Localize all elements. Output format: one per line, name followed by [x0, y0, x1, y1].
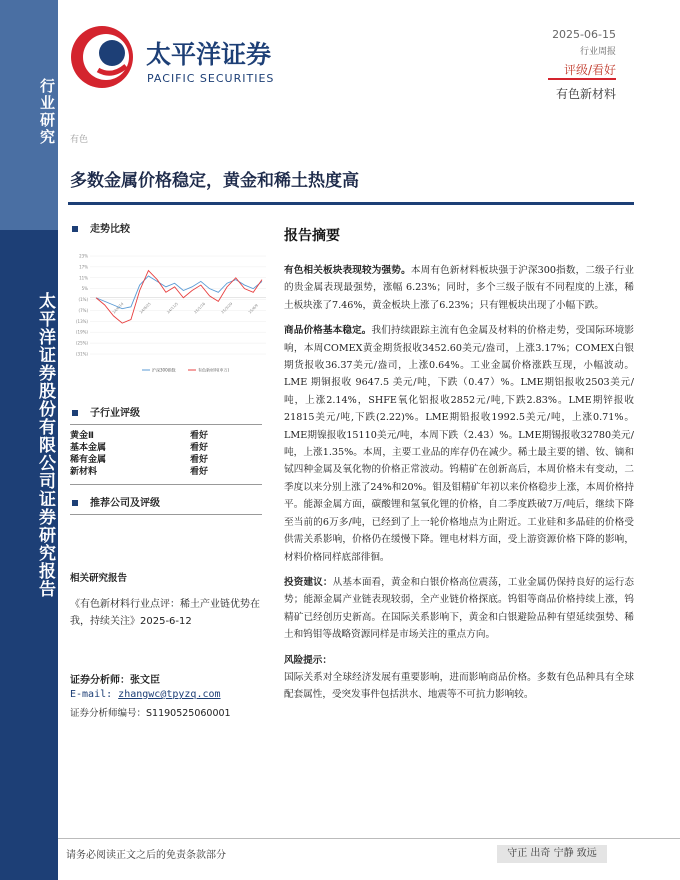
- x-tick-label: 24/8/25: [139, 301, 152, 315]
- sector-tag: 有色: [70, 135, 89, 145]
- company-logo: [68, 20, 318, 94]
- subindustry-rule-bottom: [70, 484, 262, 485]
- sidebar-company: 太平洋证券股份有限公司证券研究报告: [35, 292, 55, 598]
- paragraph-performance: 有色相关板块表现较为强势。本周有色新材料板块强于沪深300指数，二级子行业的贵金属表现最强势，涨幅 6.23%；同时，多个三级子版有不同程度的上涨，稀土板块涨了7.46%，黄金板块上涨了6.23%；只有锂板块出现了小幅下跌。: [284, 265, 635, 311]
- report-type: 行业周报: [579, 47, 616, 57]
- logo-cn: 太平洋证券: [146, 40, 272, 69]
- y-tick-label: (31%): [75, 351, 88, 357]
- table-row: [70, 466, 262, 478]
- industry-rating: 评级/看好: [563, 63, 616, 77]
- subindustry-name: 黄金Ⅱ: [70, 431, 94, 441]
- abstract-body: [284, 262, 634, 712]
- analyst-cert: 证券分析师编号：S1190525060001: [70, 708, 231, 719]
- y-tick-label: (1%): [78, 297, 88, 303]
- x-tick-label: 24/11/5: [166, 301, 179, 315]
- table-row: [70, 454, 262, 466]
- company-motto: 守正 出奇 宁静 致远: [497, 845, 607, 863]
- related-report-link[interactable]: 《有色新材料行业点评：稀土产业链优势在我，持续关注》2025-6-12: [70, 599, 260, 627]
- title-divider: [68, 202, 634, 205]
- series-line: [96, 271, 262, 324]
- analyst-email[interactable]: E-mail: zhangwc@tpyzq.com: [70, 689, 221, 700]
- y-tick-label: (7%): [78, 307, 88, 313]
- y-tick-label: (19%): [75, 329, 88, 335]
- legend-label: 沪深300指数: [152, 367, 176, 373]
- recommend-heading: 推荐公司及评级: [72, 494, 160, 509]
- abstract-title: 报告摘要: [284, 228, 340, 244]
- sidebar-category: 行业研究: [38, 78, 56, 146]
- square-bullet-icon: [72, 410, 78, 416]
- y-tick-label: 23%: [79, 253, 88, 259]
- subindustry-rating: 看好: [190, 431, 209, 441]
- subindustry-rule: [70, 424, 262, 425]
- header-red-line: [548, 78, 616, 80]
- paragraph-risk: 风险提示： 国际关系对全球经济发展有重要影响，进而影响商品价格。多数有色品种具有全球配套属性，受突发事件包括洪水、地震等不可抗力影响较。: [284, 654, 634, 701]
- x-tick-label: 25/3/29: [220, 301, 234, 315]
- related-heading: 相关研究报告: [70, 573, 128, 584]
- footer-divider: [58, 838, 680, 839]
- y-tick-label: 11%: [79, 275, 88, 281]
- trend-heading: 走势比较: [72, 220, 130, 235]
- y-tick-label: (25%): [75, 340, 88, 346]
- industry-name: 有色新材料: [555, 87, 616, 101]
- logo-en: PACIFIC SECURITIES: [147, 72, 275, 85]
- subindustry-name: 稀有金属: [70, 455, 107, 465]
- subindustry-rating: 看好: [190, 455, 209, 465]
- square-bullet-icon: [72, 500, 78, 506]
- y-tick-label: (13%): [75, 318, 88, 324]
- paragraph-advice: 投资建议：从基本面看，黄金和白银价格高位震荡，工业金属仍保持良好的运行态势；能源金属产业链表现较弱，全产业链价格探底。钨钼等商品价格持续上涨，钨精矿已经创历史新高。在国际关系影响下，黄金和白银避险品种有望延续强势、稀土和钨钼等战略资源同样是市场关注的重点方向。: [284, 576, 635, 641]
- subindustry-table: [70, 430, 262, 478]
- recommend-rule: [70, 514, 262, 515]
- subindustry-rating: 看好: [190, 443, 209, 453]
- y-tick-label: 5%: [81, 286, 88, 292]
- y-tick-label: 17%: [79, 264, 88, 270]
- trend-chart: [72, 250, 272, 380]
- subindustry-heading: 子行业评级: [72, 404, 140, 419]
- disclaimer-note: 请务必阅读正文之后的免责条款部分: [66, 850, 226, 861]
- analyst-name: 证券分析师：张文臣: [70, 675, 160, 686]
- table-row: [70, 442, 262, 454]
- legend-label: 有色新材料(申万): [198, 367, 230, 373]
- subindustry-name: 基本金属: [70, 443, 107, 453]
- left-sidebar: [0, 0, 58, 880]
- square-bullet-icon: [72, 226, 78, 232]
- x-tick-label: 24/6/14: [111, 301, 125, 315]
- table-row: [70, 430, 262, 442]
- page-title: 多数金属价格稳定，黄金和稀土热度高: [70, 171, 359, 191]
- subindustry-rating: 看好: [190, 467, 209, 477]
- x-tick-label: 25/6/9: [247, 303, 259, 315]
- subindustry-name: 新材料: [70, 467, 98, 477]
- x-tick-label: 25/1/16: [193, 301, 207, 315]
- paragraph-prices: 商品价格基本稳定。我们持续跟踪主流有色金属及材料的价格走势，受国际环境影响，本周COMEX黄金期货报收3452.60美元/盎司，上涨3.17%；COMEX白银期货报收36.37美元/盎司，上涨0.64%。工业金属价格涨跌互现，小幅波动。LME 期铜报收 9647.5 美元/吨，下跌（0.47）%。LME期铝报收2503美元/吨，上涨2.14%，SHFE氧化铝报收2852元/吨,下跌2.83%。LME期锌报收21815美元/吨,下跌(2.22)%。LME期铅报收1992.5美元/吨，上涨0.71%。LME期镍报收15110美元/吨，本周下跌（2.43）%。LME期锡报收32780美元/吨，上涨1.35%。本周，主要工业品的库存仍在减少。稀土最主要的镨、钕、镝和铽四种金属及氧化物的价格正常波动。钨精矿在创新高后，本周价格未有变动，二季度以来分别上涨了24%和20%。钼及钼精矿年初以来价格稳步上涨，本周价格持平。能源金属方面，碳酸锂和氢氧化锂的价格，自二季度跌破7万/吨后，继续下降至当前的6万多/吨，已经到了上一轮价格地点为止附近。工业硅和多晶硅的价格受供需关系影响，价格仍在缓慢下降。锂电材料方面，受上游资源价格下降的影响，材料价格同样底部徘徊。: [284, 325, 635, 563]
- report-date: 2025-06-15: [552, 28, 616, 41]
